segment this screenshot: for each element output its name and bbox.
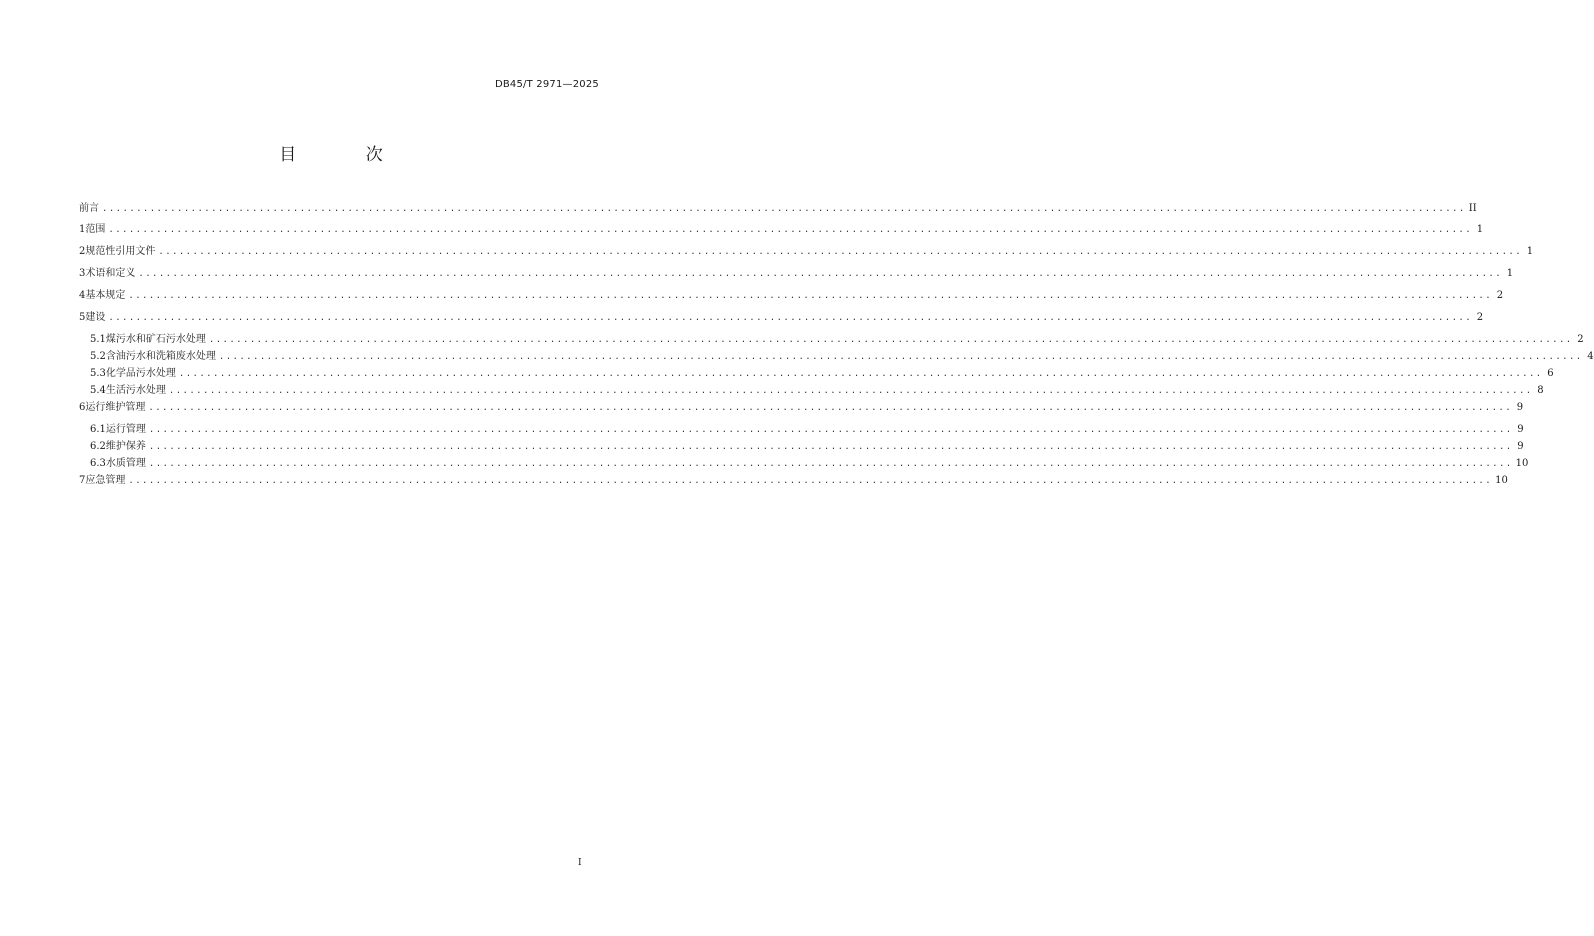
toc-entry-label: 前言 <box>79 203 99 214</box>
toc-leader-dots: ........................................................................................................................................................................................................ <box>168 386 1533 396</box>
toc-entry[interactable] <box>79 265 1514 287</box>
doc-code: DB45/T 2971—2025 <box>494 79 599 90</box>
toc-entry-page: 9 <box>1517 424 1524 435</box>
toc-entry-number: 6.1 <box>90 424 106 435</box>
toc-entry-number: 6.2 <box>90 441 106 452</box>
toc-entry-number: 6.3 <box>90 458 106 469</box>
toc-entry-label: 水质管理 <box>105 458 146 469</box>
toc-entry-label: 煤污水和矿石污水处理 <box>105 334 206 345</box>
toc-entry-number: 5.1 <box>90 334 106 345</box>
toc-leader-dots: ........................................................................................................................................................................................................ <box>108 313 1473 323</box>
toc-leader-dots: ........................................................................................................................................................................................................ <box>218 352 1583 362</box>
toc-entry-page: 6 <box>1547 368 1554 379</box>
toc-entry-label: 运行维护管理 <box>85 402 146 413</box>
toc-entry[interactable] <box>79 331 1584 348</box>
toc-entry[interactable] <box>79 287 1504 309</box>
toc-entry-page: 2 <box>1496 290 1504 301</box>
toc-entry-page: 2 <box>1476 312 1484 323</box>
toc-entry-page: 10 <box>1495 475 1508 486</box>
toc-entry[interactable] <box>79 348 1594 365</box>
toc-entry[interactable] <box>79 382 1544 399</box>
toc-leader-dots: ........................................................................................................................................................................................................ <box>102 204 1466 214</box>
toc-entry-page: 2 <box>1577 334 1584 345</box>
toc-entry-page: 8 <box>1537 385 1544 396</box>
toc-entry-label: 术语和定义 <box>85 268 136 279</box>
toc-entry-label: 维护保养 <box>105 441 146 452</box>
toc-entry-page: 1 <box>1506 268 1514 279</box>
toc-entry-page: 10 <box>1515 458 1529 469</box>
toc-entry-page: 9 <box>1517 441 1524 452</box>
toc-entry-page: 4 <box>1587 351 1594 362</box>
toc-entry-number: 5 <box>79 312 86 323</box>
toc-entry[interactable] <box>79 421 1524 438</box>
toc-entry-page: 9 <box>1516 402 1524 413</box>
toc-entry-label: 化学品污水处理 <box>105 368 176 379</box>
toc-leader-dots: ........................................................................................................................................................................................................ <box>128 291 1493 301</box>
toc-entry[interactable] <box>79 455 1529 472</box>
toc-leader-dots: ........................................................................................................................................................................................................ <box>138 269 1503 279</box>
toc-entry[interactable] <box>79 472 1508 494</box>
toc-entry[interactable] <box>79 365 1554 382</box>
toc-entry-label: 范围 <box>85 224 106 235</box>
table-of-contents <box>79 200 1594 494</box>
toc-entry-label: 规范性引用文件 <box>85 246 156 257</box>
toc-leader-dots: ........................................................................................................................................................................................................ <box>148 425 1513 435</box>
toc-entry-number: 5.3 <box>90 368 106 379</box>
toc-entry-label: 基本规定 <box>85 290 126 301</box>
toc-entry[interactable] <box>79 399 1524 421</box>
toc-entry[interactable] <box>79 200 1477 221</box>
page-number: I <box>578 858 582 868</box>
toc-entry-label: 建设 <box>85 312 106 323</box>
toc-entry-number: 2 <box>79 246 86 257</box>
toc-entry-page: 1 <box>1526 246 1534 257</box>
toc-leader-dots: ........................................................................................................................................................................................................ <box>208 335 1573 345</box>
toc-entry-page: II <box>1468 203 1477 214</box>
toc-entry-label: 生活污水处理 <box>105 385 166 396</box>
toc-entry-number: 4 <box>79 290 86 301</box>
toc-entry[interactable] <box>79 438 1524 455</box>
toc-entry-number: 5.4 <box>90 385 106 396</box>
toc-leader-dots: ........................................................................................................................................................................................................ <box>148 459 1513 469</box>
toc-entry-label: 含油污水和洗箱废水处理 <box>105 351 216 362</box>
toc-leader-dots: ........................................................................................................................................................................................................ <box>128 476 1493 486</box>
toc-entry-page: 1 <box>1476 224 1484 235</box>
page-title: 目 次 <box>279 145 415 165</box>
toc-entry-number: 3 <box>79 268 86 279</box>
toc-leader-dots: ........................................................................................................................................................................................................ <box>148 442 1513 452</box>
toc-entry-number: 6 <box>79 402 86 413</box>
toc-entry[interactable] <box>79 221 1484 243</box>
toc-leader-dots: ........................................................................................................................................................................................................ <box>148 403 1513 413</box>
toc-entry[interactable] <box>79 243 1534 265</box>
toc-entry-number: 7 <box>79 475 86 486</box>
toc-entry-label: 运行管理 <box>105 424 146 435</box>
toc-entry-label: 应急管理 <box>85 475 126 486</box>
toc-leader-dots: ........................................................................................................................................................................................................ <box>158 247 1523 257</box>
toc-leader-dots: ........................................................................................................................................................................................................ <box>178 369 1543 379</box>
toc-entry-number: 5.2 <box>90 351 106 362</box>
toc-entry[interactable] <box>79 309 1484 331</box>
toc-leader-dots: ........................................................................................................................................................................................................ <box>108 225 1473 235</box>
toc-entry-number: 1 <box>79 224 86 235</box>
